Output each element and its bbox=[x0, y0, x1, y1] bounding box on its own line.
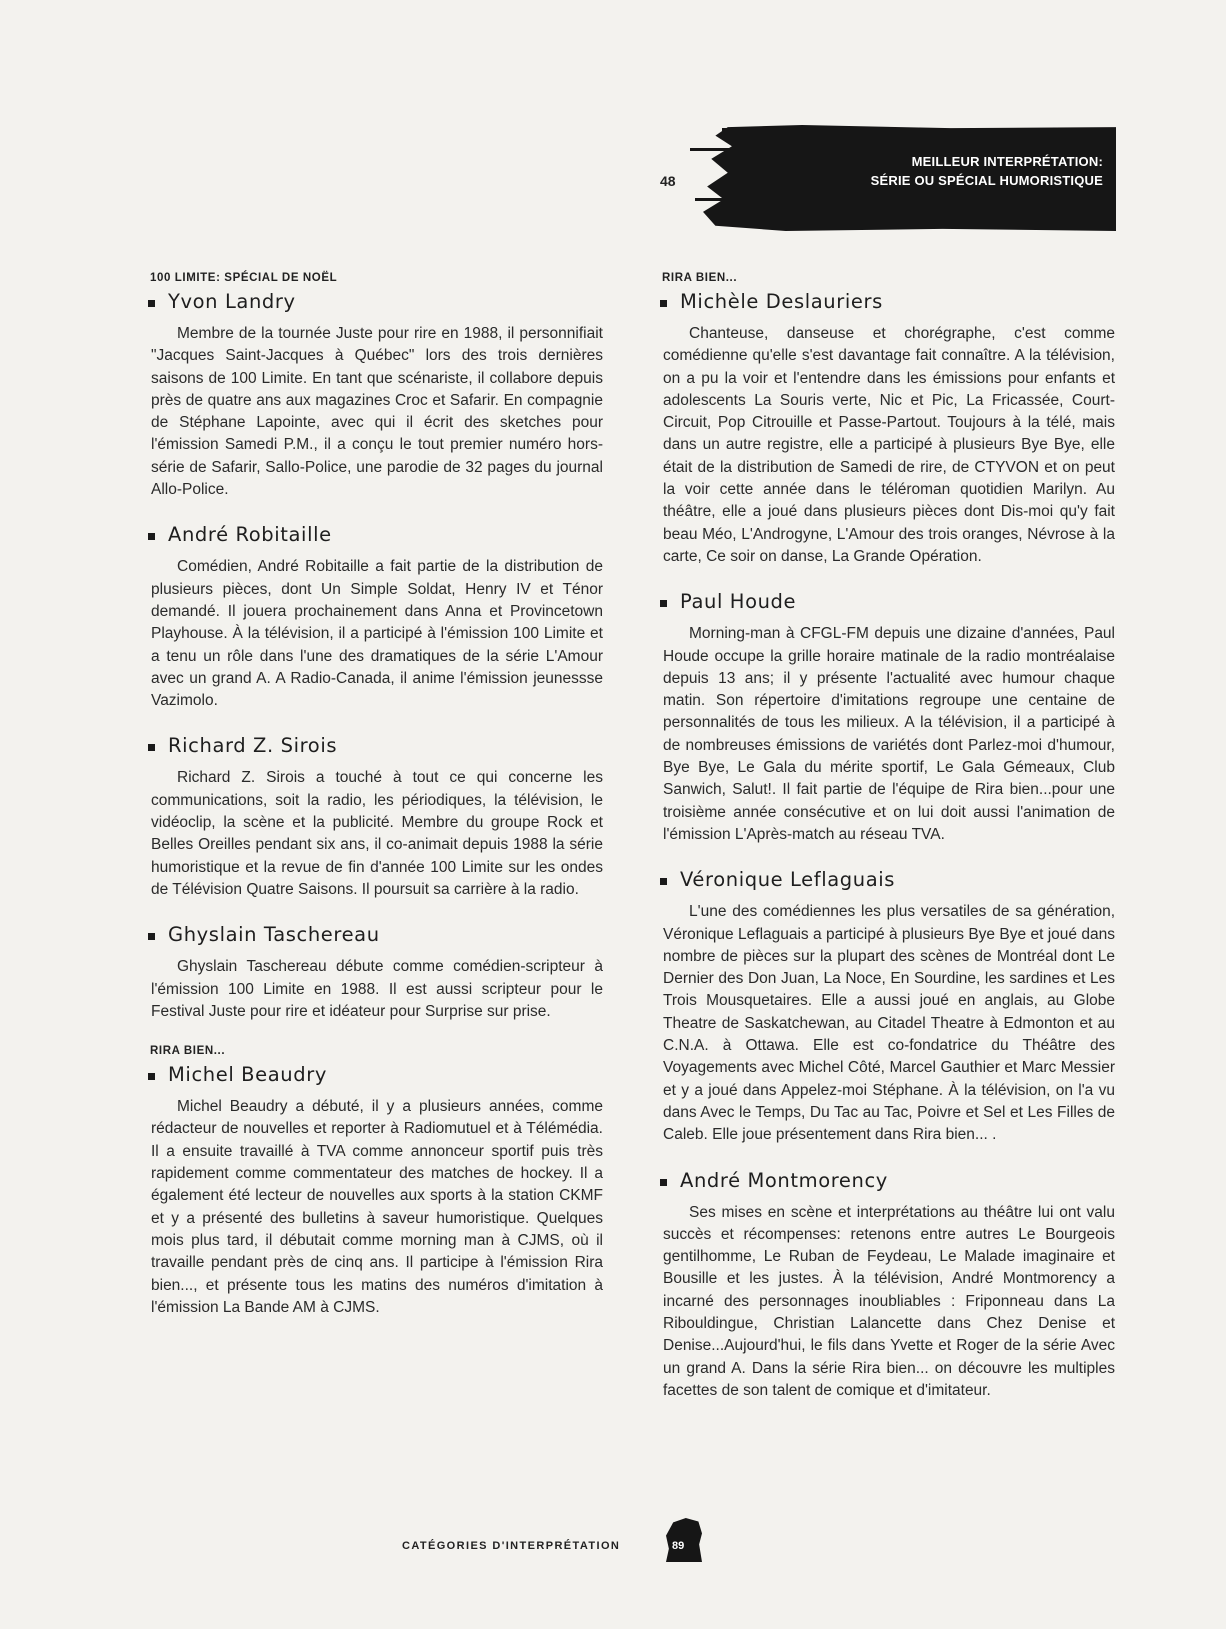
bullet-icon bbox=[660, 878, 667, 885]
nominee-name: Paul Houde bbox=[680, 590, 797, 614]
bullet-icon bbox=[660, 300, 667, 307]
nominee-bio: Membre de la tournée Juste pour rire en 1988, il personnifiait "Jacques Saint-Jacques à Québec" lors des trois dernières saisons de 100 Limite. En tant que scénariste, il collabore depuis près de quatre ans aux magazines Croc et Safarir. En compagnie de Stéphane Lapointe, avec qui il écrit des sketches pour l'émission Samedi P.M., il a conçu le tout premier numéro hors-série de Safarir, Sallo-Police, une parodie de 32 pages du journal Allo-Police. bbox=[151, 325, 603, 499]
nominee-bio: L'une des comédiennes les plus versatiles de sa génération, Véronique Leflaguais a participé à plusieurs Bye Bye et joué dans nombre de pièces sur la plupart des scènes de Montréal dont Le Dernier des Don Juan, La Noce, En Sourdine, les sardines et Les Trois Mousquetaires. Elle a aussi joué en anglais, au Globe Theatre de Saskatchewan, au Citadel Theatre à Edmonton et au C.N.A. à Ottawa. Elle est co-fondatrice du Théâtre des Voyagements avec Michel Côté, Marcel Gauthier et Marc Messier et y a joué dans Appelez-moi Stéphane. À la télévision, on l'a vu dans Avec le Temps, Du Tac au Tac, Poivre et Sel et Les Filles de Caleb. Elle joue présentement dans Rira bien... . bbox=[663, 903, 1115, 1144]
nominee-entry bbox=[663, 1169, 1115, 1403]
nominee-entry bbox=[663, 590, 1115, 846]
nominee-entry bbox=[151, 1063, 603, 1319]
nominee-bio: Chanteuse, danseuse et chorégraphe, c'est comme comédienne qu'elle s'est davantage fait connaître. A la télévision, on a pu la voir et l'entendre dans les émissions pour enfants et adolescents La Souris verte, Nic et Pic, La Fricassée, Court-Circuit, Pop Citrouille et Passe-Partout. Toujours à la télé, mais dans un autre registre, elle a participé à plusieurs Bye Bye, elle était de la distribution de Samedi de rire, de CTYVON et on peut la voir cette année dans le téléroman quotidien Marilyn. Au théâtre, elle a joué dans plusieurs pièces dont Dis-moi qu'y fait beau Méo, L'Androgyne, L'Amour des trois oranges, Névrose à la carte, Ce soir on danse, La Grande Opération. bbox=[663, 325, 1115, 565]
section-label: RIRA BIEN... bbox=[150, 1045, 226, 1058]
bullet-icon bbox=[660, 600, 667, 607]
nominee-name: Richard Z. Sirois bbox=[168, 734, 338, 758]
bullet-icon bbox=[148, 300, 155, 307]
bullet-icon bbox=[148, 533, 155, 540]
section-label: RIRA BIEN... bbox=[662, 272, 738, 284]
nominee-entry bbox=[151, 290, 603, 501]
nominee-bio: Michel Beaudry a débuté, il y a plusieurs années, comme rédacteur de nouvelles et reporter à Radiomutuel et à Télémédia. Il a ensuite travaillé à TVA comme annonceur sportif puis très rapidement comme commentateur des matches de hockey. Il a également été lecteur de nouvelles aux sports à la station CKMF et y a présenté des bulletins à saveur humoristique. Quelques mois plus tard, il débutait comme morning man à CJMS, où il travaille pendant près de cinq ans. Il participe à l'émission Rira bien..., et présente tous les matins des numéros d'imitation à l'émission La Bande AM à CJMS. bbox=[151, 1098, 603, 1316]
bullet-icon bbox=[148, 744, 155, 751]
section-label: 100 LIMITE: SPÉCIAL DE NOËL bbox=[150, 272, 338, 284]
bullet-icon bbox=[660, 1179, 667, 1186]
page-number-top: 48 bbox=[660, 173, 676, 189]
bullet-icon bbox=[148, 1073, 155, 1080]
nominee-name: Michel Beaudry bbox=[168, 1063, 327, 1087]
right-column bbox=[663, 272, 1115, 1424]
nominee-name: André Montmorency bbox=[680, 1168, 888, 1192]
category-title-line1: MEILLEUR INTERPRÉTATION: bbox=[911, 154, 1103, 169]
nominee-entry bbox=[663, 868, 1115, 1146]
nominee-name: Michèle Deslauriers bbox=[680, 290, 883, 313]
category-title-line2: SÉRIE OU SPÉCIAL HUMORISTIQUE bbox=[870, 173, 1103, 188]
nominee-name: Ghyslain Taschereau bbox=[168, 923, 380, 947]
nominee-bio: Ghyslain Taschereau débute comme comédien-scripteur à l'émission 100 Limite en 1988. Il est aussi scripteur pour le Festival Juste pour rire et idéateur pour Surprise sur prise. bbox=[151, 958, 603, 1020]
header-brush-streak bbox=[695, 198, 725, 201]
nominee-name: Yvon Landry bbox=[168, 290, 296, 313]
category-title bbox=[773, 152, 1103, 190]
nominee-entry bbox=[151, 523, 603, 712]
footer-label: CATÉGORIES D'INTERPRÉTATION bbox=[402, 1540, 621, 1552]
nominee-bio: Richard Z. Sirois a touché à tout ce qui concerne les communications, soit la radio, les périodiques, la télévision, le vidéoclip, la scène et la publicité. Membre du groupe Rock et Belles Oreilles pendant six ans, il co-animait depuis 1988 la série humoristique et la revue de fin d'année 100 Limite sur les ondes de Télévision Quatre Saisons. Il poursuit sa carrière à la radio. bbox=[151, 769, 603, 898]
header-brush-streak bbox=[690, 148, 730, 151]
nominee-entry bbox=[151, 734, 603, 901]
nominee-bio: Morning-man à CFGL-FM depuis une dizaine d'années, Paul Houde occupe la grille horaire matinale de la radio montréalaise depuis 13 ans; il y présente l'actualité avec humour chaque matin. Son répertoire d'imitations regroupe une centaine de personnalités de tous les milieux. A la télévision, il a participé à de nombreuses émissions de variétés dont Parlez-moi d'humour, Bye Bye, Le Gala du mérite sportif, Le Gala Gémeaux, Club Sanwich, Salut!. Il fait partie de l'équipe de Rira bien...pour une troisième année consécutive et on lui doit aussi l'animation de l'émission L'Après-match au réseau TVA. bbox=[663, 625, 1115, 843]
nominee-name: André Robitaille bbox=[168, 523, 332, 547]
nominee-entry bbox=[151, 923, 603, 1023]
nominee-entry bbox=[663, 290, 1115, 568]
nominee-name: Véronique Leflaguais bbox=[680, 868, 896, 892]
left-column bbox=[151, 272, 603, 1341]
bullet-icon bbox=[148, 933, 155, 940]
nominee-bio: Ses mises en scène et interprétations au théâtre lui ont valu succès et récompenses: retenons entre autres Le Bourgeois gentilhomme, Le Ruban de Feydeau, Le Malade imaginaire et Bousille et les justes. À la télévision, André Montmorency a incarné des personnages inoubliables : Friponneau dans La Ribouldingue, Christian Lalancette dans Chez Denise et Denise...Aujourd'hui, le fils dans Yvette et Roger de la série Avec un grand A. Dans la série Rira bien... on découvre les multiples facettes de son talent de comique et d'imitateur. bbox=[663, 1203, 1115, 1399]
nominee-bio: Comédien, André Robitaille a fait partie de la distribution de plusieurs pièces, dont Un Simple Soldat, Henry IV et Ténor demandé. Il jouera prochainement dans Anna et Provincetown Playhouse. À la télévision, il a participé à l'émission 100 Limite et a tenu un rôle dans l'une des dramatiques de la série L'Amour avec un grand A. A Radio-Canada, il anime l'émission jeunessse Vazimolo. bbox=[151, 558, 603, 710]
page-number-bottom: 89 bbox=[672, 1540, 685, 1552]
